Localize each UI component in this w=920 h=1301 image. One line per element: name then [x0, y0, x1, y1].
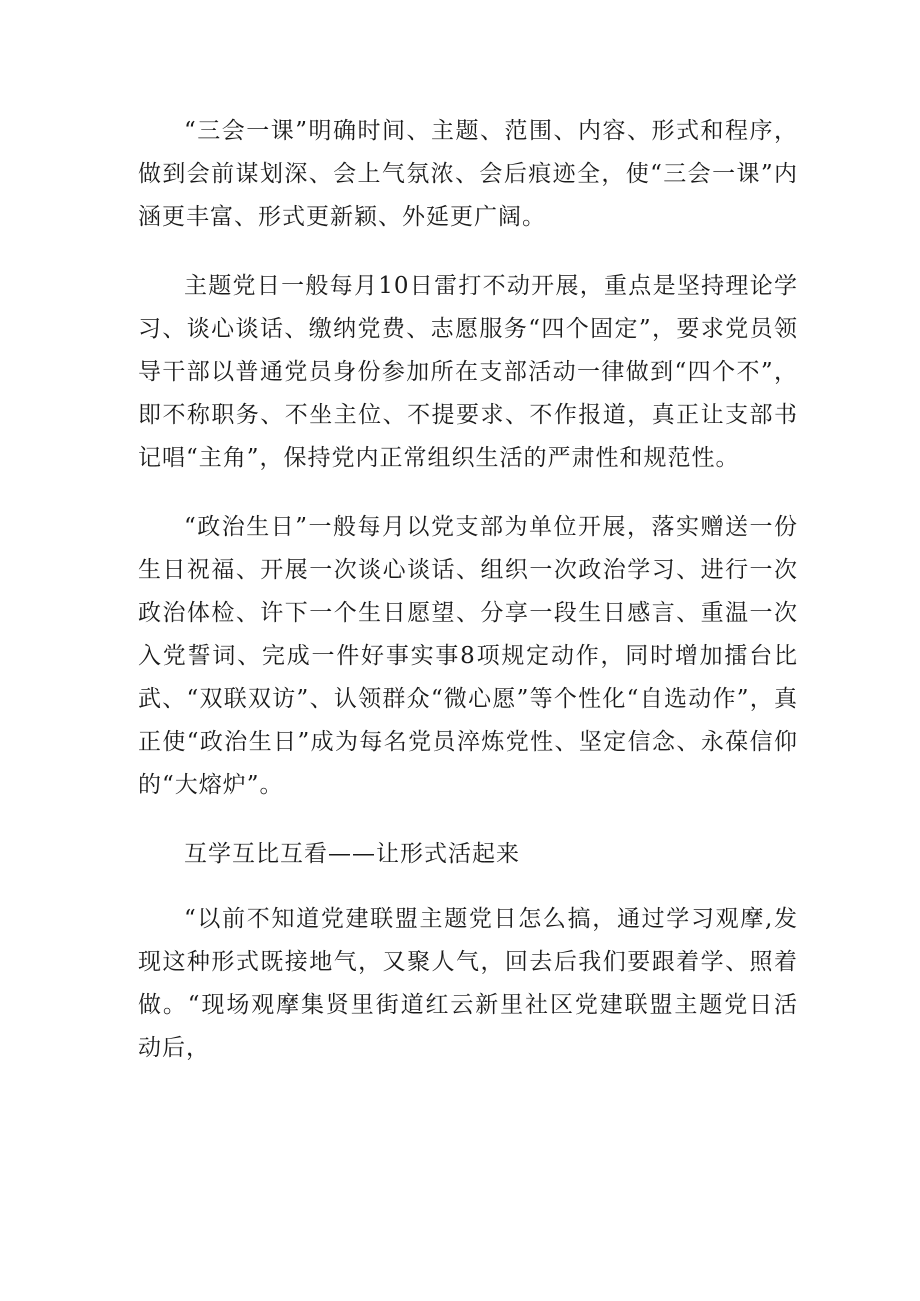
paragraph-political-birthday: “政治生日”一般每月以党支部为单位开展，落实赠送一份生日祝福、开展一次谈心谈话、组织一次政治学习、进行一次政治体检、许下一个生日愿望、分享一段生日感言、重温一次入党誓词、完成一件好事实事8项规定动作，同时增加擂台比武、“双联双访”、认领群众“微心愿”等个性化“自选动作”，真正使“政治生日”成为每名党员淬炼党性、坚定信念、永葆信仰的“大熔炉”。: [138, 514, 798, 798]
document-body: [138, 110, 798, 1070]
paragraph-observation-quote: “以前不知道党建联盟主题党日怎么搞，通过学习观摩,发现这种形式既接地气，又聚人气，回去后我们要跟着学、照着做。“现场观摩集贤里街道红云新里社区党建联盟主题党日活动后，: [138, 906, 798, 1061]
paragraph-three-meetings-one-lesson: “三会一课”明确时间、主题、范围、内容、形式和程序，做到会前谋划深、会上气氛浓、会后痕迹全，使“三会一课”内涵更丰富、形式更新颖、外延更广阔。: [138, 118, 798, 230]
paragraph-theme-party-day: 主题党日一般每月10日雷打不动开展，重点是坚持理论学习、谈心谈话、缴纳党费、志愿服务“四个固定”，要求党员领导干部以普通党员身份参加所在支部活动一律做到“四个不”，即不称职务、不坐主位、不提要求、不作报道，真正让支部书记唱“主角”，保持党内正常组织生活的严肃性和规范性。: [138, 273, 798, 471]
section-heading: 互学互比互看——让形式活起来: [184, 841, 520, 867]
